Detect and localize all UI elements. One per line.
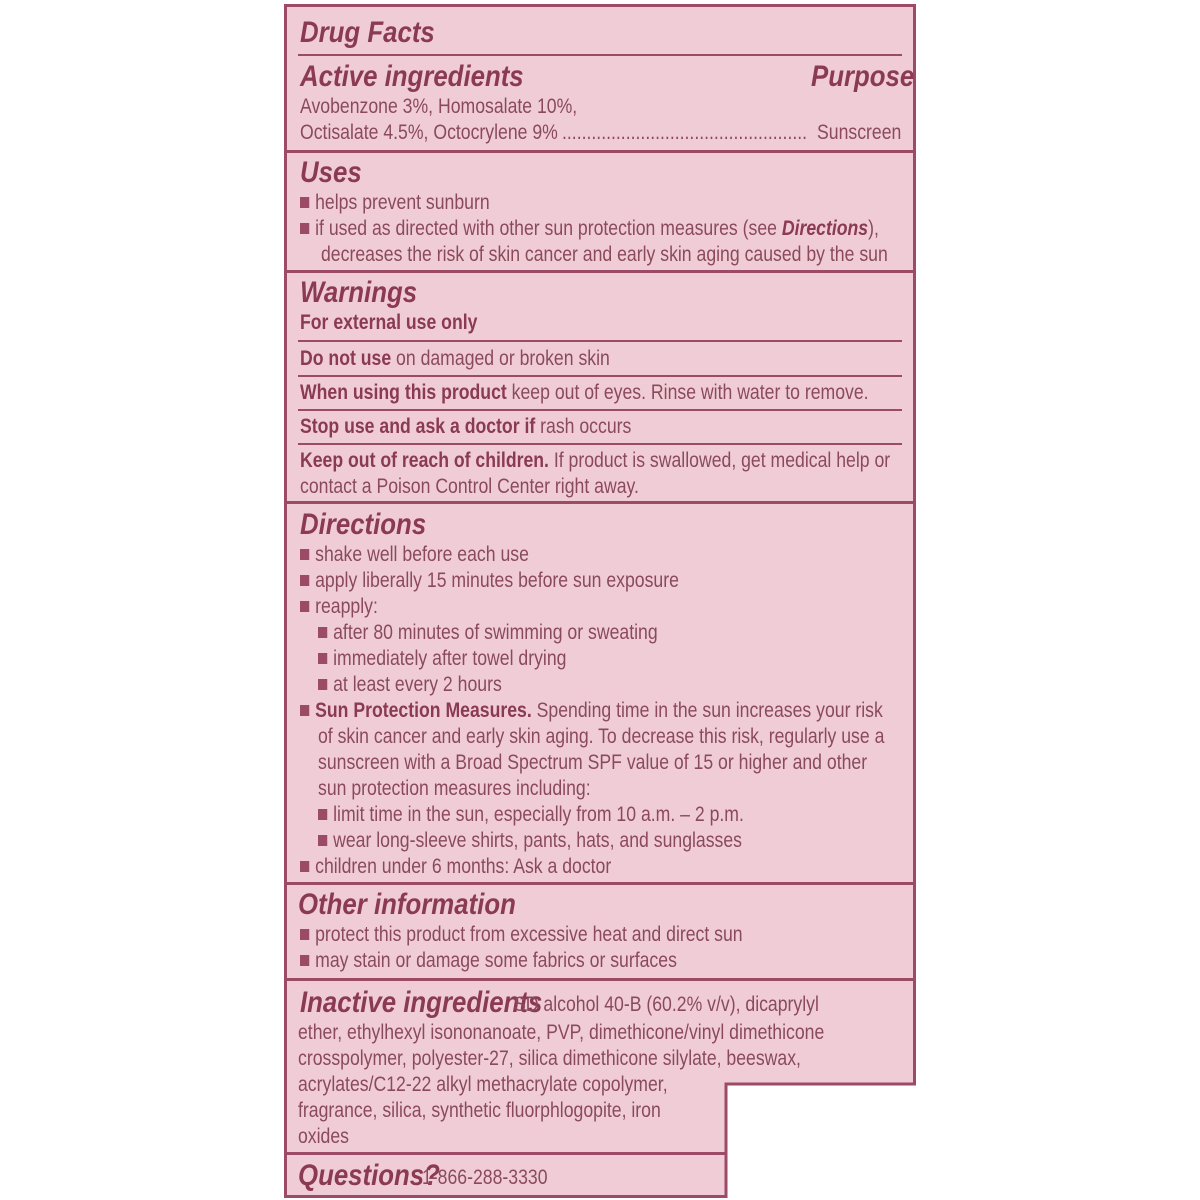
keep-out-line-2: contact a Poison Control Center right away. [300, 475, 639, 498]
direction-subitem: after 80 minutes of swimming or sweating [318, 620, 658, 646]
sun-protection-line: sunscreen with a Broad Spectrum SPF value of 15 or higher and other [318, 751, 868, 774]
do-not-use-line: Do not use on damaged or broken skin [300, 347, 610, 370]
active-ingredients-heading: Active ingredients [300, 60, 524, 93]
directions-heading: Directions [300, 508, 427, 541]
divider [298, 340, 902, 342]
questions-phone: 1-866-288-3330 [422, 1166, 548, 1189]
direction-subitem: wear long-sleeve shirts, pants, hats, and sunglasses [318, 828, 742, 854]
direction-item: children under 6 months: Ask a doctor [300, 854, 611, 880]
direction-item: apply liberally 15 minutes before sun exposure [300, 568, 679, 594]
keep-out-line: Keep out of reach of children. If product is swallowed, get medical help or [300, 449, 891, 472]
section-divider [284, 1152, 726, 1155]
active-line-2: Octisalate 4.5%, Octocrylene 9% [300, 121, 558, 144]
inactive-line: acrylates/C12-22 alkyl methacrylate copolymer, [298, 1073, 668, 1096]
drug-facts-title: Drug Facts [300, 16, 435, 49]
section-divider [284, 882, 916, 885]
uses-item-continued: decreases the risk of skin cancer and early skin aging caused by the sun [321, 243, 888, 266]
bullet-icon [300, 601, 309, 612]
drug-facts-panel [284, 4, 916, 1198]
bullet-icon [300, 575, 309, 586]
bullet-icon [318, 835, 327, 846]
bullet-icon [300, 705, 309, 716]
sun-protection-line: sun protection measures including: [318, 777, 591, 800]
bullet-icon [300, 223, 309, 234]
divider [298, 409, 902, 411]
inactive-line: ether, ethylhexyl isononanoate, PVP, dimethicone/vinyl dimethicone [298, 1021, 825, 1044]
section-divider [284, 150, 916, 153]
uses-heading: Uses [300, 156, 362, 189]
bullet-icon [318, 809, 327, 820]
bullet-icon [300, 861, 309, 872]
divider [298, 54, 902, 56]
section-divider [284, 501, 916, 504]
direction-subitem: at least every 2 hours [318, 672, 502, 698]
direction-subitem: limit time in the sun, especially from 10 a.m. – 2 p.m. [318, 802, 744, 828]
warnings-heading: Warnings [300, 276, 418, 309]
inactive-line: crosspolymer, polyester-27, silica dimethicone silylate, beeswax, [298, 1047, 801, 1070]
active-line-1: Avobenzone 3%, Homosalate 10%, [300, 95, 578, 118]
inactive-line-1-text: SD alcohol 40-B (60.2% v/v), dicaprylyl [514, 993, 819, 1016]
leader-dots: .................................................. [562, 121, 808, 144]
bullet-icon [300, 197, 309, 208]
questions-heading: Questions? [298, 1159, 440, 1192]
other-information-heading: Other information [298, 888, 516, 921]
direction-item: reapply: [300, 594, 378, 620]
external-use-line: For external use only [300, 311, 478, 334]
bullet-icon [318, 627, 327, 638]
uses-item: helps prevent sunburn [300, 190, 490, 216]
bullet-icon [300, 929, 309, 940]
inactive-ingredients-heading: Inactive ingredients [300, 986, 543, 1019]
sun-protection-item: Sun Protection Measures. Spending time in the sun increases your risk [300, 698, 883, 724]
inactive-line: oxides [298, 1125, 349, 1148]
divider [298, 375, 902, 377]
bullet-icon [318, 653, 327, 664]
section-divider [284, 270, 916, 273]
section-divider [284, 978, 916, 981]
other-item: protect this product from excessive heat and direct sun [300, 922, 743, 948]
other-item: may stain or damage some fabrics or surfaces [300, 948, 677, 974]
bullet-icon [300, 549, 309, 560]
sun-protection-line: of skin cancer and early skin aging. To decrease this risk, regularly use a [318, 725, 885, 748]
divider [298, 443, 902, 445]
bullet-icon [318, 679, 327, 690]
direction-item: shake well before each use [300, 542, 529, 568]
inactive-line: fragrance, silica, synthetic fluorphlogopite, iron [298, 1099, 661, 1122]
purpose-value: Sunscreen [817, 121, 902, 144]
direction-subitem: immediately after towel drying [318, 646, 566, 672]
when-using-line: When using this product keep out of eyes. Rinse with water to remove. [300, 381, 869, 404]
bullet-icon [300, 955, 309, 966]
uses-item: if used as directed with other sun protection measures (see Directions), [300, 216, 879, 242]
purpose-heading: Purpose [811, 60, 915, 93]
stop-use-line: Stop use and ask a doctor if rash occurs [300, 415, 632, 438]
